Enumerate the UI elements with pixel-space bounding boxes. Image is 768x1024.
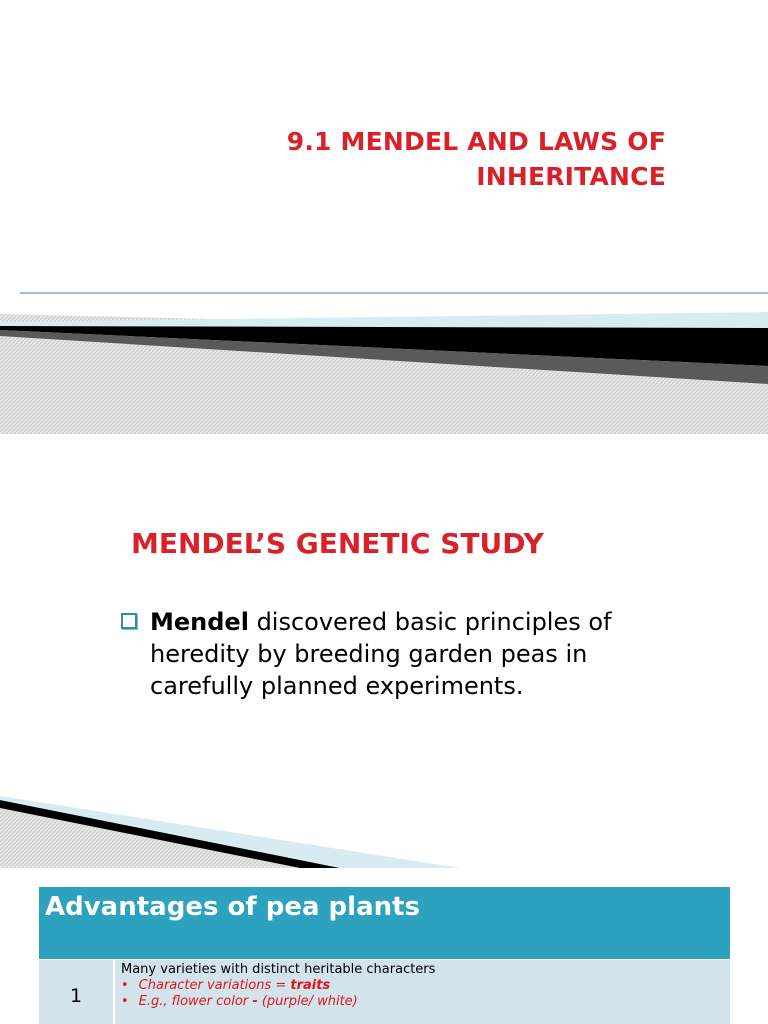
section-title: MENDEL’S GENETIC STUDY (131, 527, 544, 560)
title-line-2: INHERITANCE (476, 162, 666, 191)
table-header: Advantages of pea plants (39, 887, 730, 959)
bullet-suffix: (purple/ white) (257, 994, 358, 1009)
title-line-1: 9.1 MENDEL AND LAWS OF (286, 127, 666, 156)
bullet-bold-word: Mendel (150, 608, 249, 636)
row-content (115, 960, 441, 1024)
bullet-bold: - (252, 994, 258, 1009)
bullet-prefix: E.g., flower color (138, 994, 253, 1009)
bullet-body: discovered basic principles of heredity by breeding garden peas in carefully planned experiments. (150, 608, 612, 700)
table-row (39, 959, 730, 1024)
slide-3 (0, 868, 768, 1024)
bullet-prefix: Character variations = (138, 978, 291, 993)
row-bullets (121, 978, 435, 1010)
advantages-table (39, 887, 730, 1024)
row-number: 1 (39, 960, 115, 1024)
swoosh-decoration-bottom (0, 434, 768, 868)
slide-1 (0, 0, 768, 434)
list-item (121, 978, 435, 994)
row-text: Many varieties with distinct heritable characters (121, 962, 436, 977)
swoosh-decoration (0, 0, 768, 434)
bullet-bold: traits (290, 978, 331, 993)
list-item (121, 994, 435, 1010)
slide-2 (0, 434, 768, 868)
